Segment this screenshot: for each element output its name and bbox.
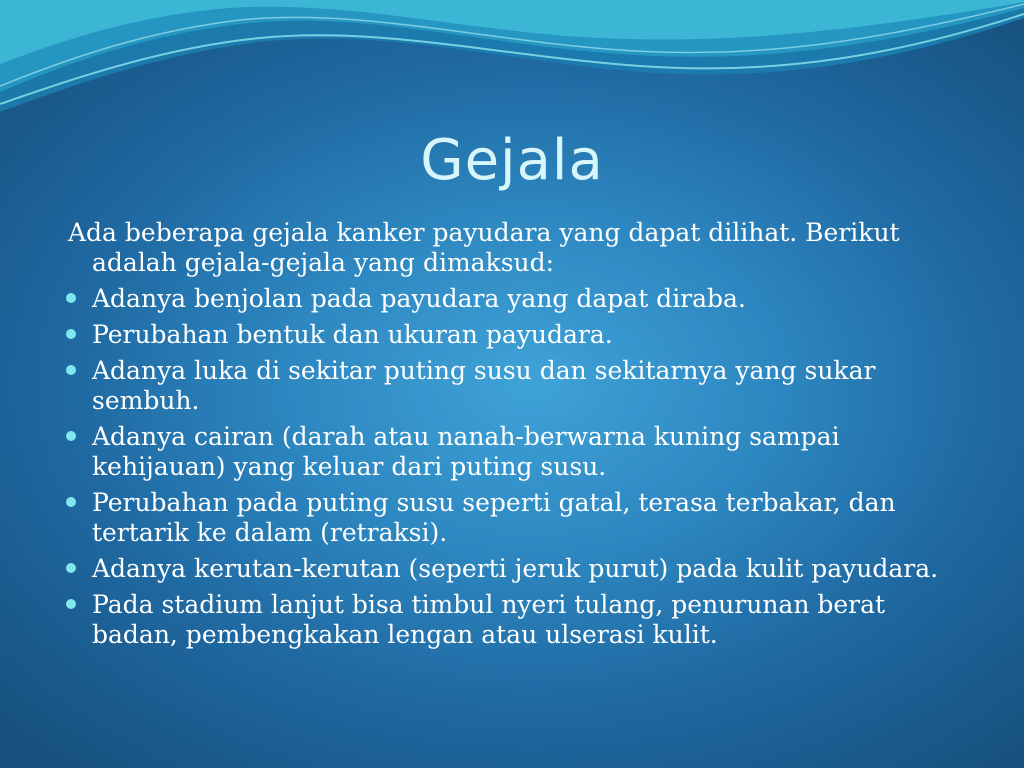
wave-decoration <box>0 0 1024 140</box>
list-item-text: Adanya kerutan-kerutan (seperti jeruk purut) pada kulit payudara. <box>92 554 939 583</box>
list-item-text: Adanya benjolan pada payudara yang dapat diraba. <box>92 284 746 313</box>
bullet-dot-icon <box>66 563 76 573</box>
list-item-text: Perubahan bentuk dan ukuran payudara. <box>92 320 613 349</box>
list-item-text: Adanya cairan (darah atau nanah-berwarna kuning sampai kehijauan) yang keluar dari puting susu. <box>92 422 840 481</box>
bullet-dot-icon <box>66 599 76 609</box>
bullet-dot-icon <box>66 329 76 339</box>
intro-paragraph: Ada beberapa gejala kanker payudara yang dapat dilihat. Berikut adalah gejala-gejala yang dimaksud: <box>68 218 900 277</box>
slide-title: Gejala <box>420 128 604 193</box>
list-item-text: Perubahan pada puting susu seperti gatal, terasa terbakar, dan tertarik ke dalam (retraksi). <box>92 488 896 547</box>
bullet-dot-icon <box>66 365 76 375</box>
bullet-dot-icon <box>66 497 76 507</box>
slide-body <box>64 218 964 656</box>
bullet-dot-icon <box>66 431 76 441</box>
list-item <box>64 320 964 350</box>
list-item <box>64 554 964 584</box>
list-item <box>64 422 964 482</box>
list-item <box>64 590 964 650</box>
list-item <box>64 356 964 416</box>
list-item-text: Pada stadium lanjut bisa timbul nyeri tulang, penurunan berat badan, pembengkakan lengan atau ulserasi kulit. <box>92 590 886 649</box>
list-item <box>64 488 964 548</box>
list-item-text: Adanya luka di sekitar puting susu dan sekitarnya yang sukar sembuh. <box>92 356 876 415</box>
bullet-dot-icon <box>66 293 76 303</box>
list-item <box>64 284 964 314</box>
